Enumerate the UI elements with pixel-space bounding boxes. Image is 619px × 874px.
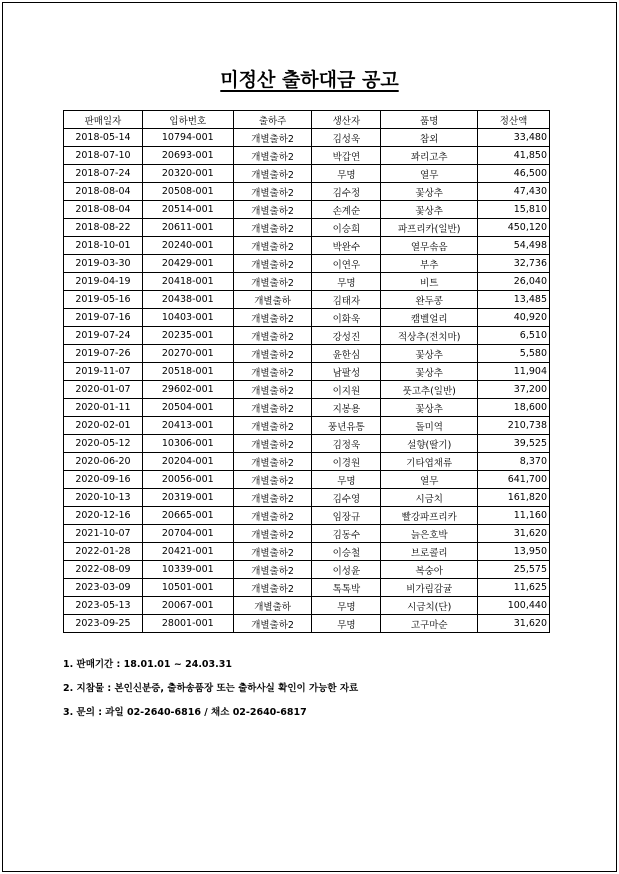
cell-settlement-amount: 32,736 (478, 255, 550, 273)
cell-receipt-number: 20204-001 (142, 453, 233, 471)
table-row (64, 417, 550, 435)
cell-item-name: 늙은호박 (381, 525, 478, 543)
cell-sale-date: 2022-08-09 (64, 561, 143, 579)
cell-producer: 김성욱 (312, 129, 381, 147)
cell-receipt-number: 10403-001 (142, 309, 233, 327)
table-row (64, 309, 550, 327)
cell-receipt-number: 20514-001 (142, 201, 233, 219)
cell-producer: 손계순 (312, 201, 381, 219)
cell-receipt-number: 20320-001 (142, 165, 233, 183)
cell-shipper: 개별출하2 (233, 363, 312, 381)
table-row (64, 327, 550, 345)
cell-settlement-amount: 13,485 (478, 291, 550, 309)
cell-sale-date: 2018-08-22 (64, 219, 143, 237)
cell-producer: 이지원 (312, 381, 381, 399)
cell-settlement-amount: 18,600 (478, 399, 550, 417)
cell-shipper: 개별출하2 (233, 543, 312, 561)
cell-settlement-amount: 41,850 (478, 147, 550, 165)
cell-receipt-number: 20235-001 (142, 327, 233, 345)
cell-shipper: 개별출하2 (233, 147, 312, 165)
cell-sale-date: 2020-01-07 (64, 381, 143, 399)
cell-sale-date: 2023-03-09 (64, 579, 143, 597)
page-title: 미정산 출하대금 공고 (220, 69, 399, 91)
cell-producer: 김태자 (312, 291, 381, 309)
cell-producer: 이승희 (312, 219, 381, 237)
cell-shipper: 개별출하2 (233, 561, 312, 579)
cell-settlement-amount: 33,480 (478, 129, 550, 147)
cell-producer: 윤한심 (312, 345, 381, 363)
cell-producer: 이성윤 (312, 561, 381, 579)
table-row (64, 129, 550, 147)
cell-settlement-amount: 46,500 (478, 165, 550, 183)
cell-item-name: 꽃상추 (381, 201, 478, 219)
cell-sale-date: 2020-10-13 (64, 489, 143, 507)
table-row (64, 543, 550, 561)
cell-producer: 이연우 (312, 255, 381, 273)
cell-shipper: 개별출하2 (233, 399, 312, 417)
cell-receipt-number: 20421-001 (142, 543, 233, 561)
cell-settlement-amount: 31,620 (478, 615, 550, 633)
cell-item-name: 참외 (381, 129, 478, 147)
table-row (64, 525, 550, 543)
cell-sale-date: 2020-05-12 (64, 435, 143, 453)
note-contact: 3. 문의 : 과일 02-2640-6816 / 채소 02-2640-6817 (63, 707, 307, 718)
cell-sale-date: 2019-07-16 (64, 309, 143, 327)
cell-sale-date: 2022-01-28 (64, 543, 143, 561)
cell-sale-date: 2020-06-20 (64, 453, 143, 471)
header-receipt-number: 입하번호 (142, 111, 233, 129)
cell-settlement-amount: 31,620 (478, 525, 550, 543)
cell-shipper: 개별출하2 (233, 471, 312, 489)
cell-shipper: 개별출하2 (233, 525, 312, 543)
cell-item-name: 꽈리고추 (381, 147, 478, 165)
cell-settlement-amount: 15,810 (478, 201, 550, 219)
cell-shipper: 개별출하2 (233, 201, 312, 219)
cell-settlement-amount: 13,950 (478, 543, 550, 561)
note-required-documents: 2. 지참물 : 본인신분증, 출하송품장 또는 출하사실 확인이 가능한 자료 (63, 683, 359, 694)
cell-producer: 무명 (312, 597, 381, 615)
table-row (64, 489, 550, 507)
cell-item-name: 캠벨얼리 (381, 309, 478, 327)
cell-producer: 지봉용 (312, 399, 381, 417)
table-row (64, 453, 550, 471)
notice-page (2, 2, 617, 872)
cell-shipper: 개별출하2 (233, 579, 312, 597)
cell-receipt-number: 20704-001 (142, 525, 233, 543)
cell-item-name: 기타엽채류 (381, 453, 478, 471)
cell-sale-date: 2023-09-25 (64, 615, 143, 633)
cell-producer: 무명 (312, 615, 381, 633)
cell-settlement-amount: 11,904 (478, 363, 550, 381)
cell-settlement-amount: 100,440 (478, 597, 550, 615)
cell-receipt-number: 20518-001 (142, 363, 233, 381)
cell-receipt-number: 20413-001 (142, 417, 233, 435)
cell-item-name: 꽃상추 (381, 399, 478, 417)
cell-producer: 박갑연 (312, 147, 381, 165)
cell-sale-date: 2018-08-04 (64, 183, 143, 201)
table-row (64, 363, 550, 381)
cell-receipt-number: 10794-001 (142, 129, 233, 147)
cell-producer: 풍년유통 (312, 417, 381, 435)
notes-section (63, 658, 358, 730)
cell-settlement-amount: 37,200 (478, 381, 550, 399)
cell-receipt-number: 20067-001 (142, 597, 233, 615)
cell-settlement-amount: 210,738 (478, 417, 550, 435)
cell-producer: 임장규 (312, 507, 381, 525)
cell-sale-date: 2019-03-30 (64, 255, 143, 273)
cell-shipper: 개별출하2 (233, 255, 312, 273)
cell-shipper: 개별출하2 (233, 165, 312, 183)
table-row (64, 237, 550, 255)
cell-shipper: 개별출하 (233, 291, 312, 309)
cell-sale-date: 2018-10-01 (64, 237, 143, 255)
cell-receipt-number: 20429-001 (142, 255, 233, 273)
cell-receipt-number: 20418-001 (142, 273, 233, 291)
cell-sale-date: 2018-07-24 (64, 165, 143, 183)
cell-settlement-amount: 6,510 (478, 327, 550, 345)
cell-producer: 이화욱 (312, 309, 381, 327)
cell-receipt-number: 20438-001 (142, 291, 233, 309)
table-body (64, 129, 550, 633)
cell-shipper: 개별출하2 (233, 327, 312, 345)
cell-shipper: 개별출하2 (233, 435, 312, 453)
cell-producer: 톡톡박 (312, 579, 381, 597)
table-row (64, 183, 550, 201)
cell-receipt-number: 20611-001 (142, 219, 233, 237)
table-header-row (64, 111, 550, 129)
cell-producer: 강성진 (312, 327, 381, 345)
cell-sale-date: 2020-09-16 (64, 471, 143, 489)
table-row (64, 381, 550, 399)
cell-settlement-amount: 8,370 (478, 453, 550, 471)
cell-receipt-number: 10306-001 (142, 435, 233, 453)
cell-item-name: 열무 (381, 165, 478, 183)
cell-shipper: 개별출하2 (233, 183, 312, 201)
cell-shipper: 개별출하2 (233, 489, 312, 507)
table-row (64, 165, 550, 183)
cell-settlement-amount: 641,700 (478, 471, 550, 489)
cell-producer: 무명 (312, 471, 381, 489)
cell-shipper: 개별출하 (233, 597, 312, 615)
cell-shipper: 개별출하2 (233, 309, 312, 327)
cell-receipt-number: 28001-001 (142, 615, 233, 633)
cell-item-name: 돌미역 (381, 417, 478, 435)
cell-sale-date: 2019-07-24 (64, 327, 143, 345)
settlement-table (63, 110, 550, 633)
table-row (64, 561, 550, 579)
table-row (64, 399, 550, 417)
cell-settlement-amount: 5,580 (478, 345, 550, 363)
header-shipper: 출하주 (233, 111, 312, 129)
table-row (64, 219, 550, 237)
cell-settlement-amount: 39,525 (478, 435, 550, 453)
cell-item-name: 빨강파프리카 (381, 507, 478, 525)
cell-receipt-number: 20056-001 (142, 471, 233, 489)
cell-settlement-amount: 11,625 (478, 579, 550, 597)
cell-settlement-amount: 54,498 (478, 237, 550, 255)
cell-sale-date: 2021-10-07 (64, 525, 143, 543)
table-row (64, 273, 550, 291)
cell-producer: 남팔성 (312, 363, 381, 381)
table-row (64, 435, 550, 453)
table-row (64, 147, 550, 165)
cell-item-name: 꽃상추 (381, 363, 478, 381)
cell-receipt-number: 29602-001 (142, 381, 233, 399)
cell-receipt-number: 20240-001 (142, 237, 233, 255)
cell-settlement-amount: 26,040 (478, 273, 550, 291)
cell-sale-date: 2018-05-14 (64, 129, 143, 147)
cell-shipper: 개별출하2 (233, 129, 312, 147)
cell-settlement-amount: 40,920 (478, 309, 550, 327)
cell-sale-date: 2018-08-04 (64, 201, 143, 219)
cell-shipper: 개별출하2 (233, 615, 312, 633)
table-row (64, 201, 550, 219)
cell-producer: 무명 (312, 273, 381, 291)
cell-item-name: 완두콩 (381, 291, 478, 309)
cell-shipper: 개별출하2 (233, 273, 312, 291)
cell-sale-date: 2019-11-07 (64, 363, 143, 381)
cell-sale-date: 2023-05-13 (64, 597, 143, 615)
cell-receipt-number: 10501-001 (142, 579, 233, 597)
table-row (64, 579, 550, 597)
cell-settlement-amount: 11,160 (478, 507, 550, 525)
table-row (64, 255, 550, 273)
note-sale-period: 1. 판매기간 : 18.01.01 ~ 24.03.31 (63, 659, 232, 670)
cell-item-name: 열무 (381, 471, 478, 489)
header-settlement-amount: 정산액 (478, 111, 550, 129)
cell-settlement-amount: 450,120 (478, 219, 550, 237)
cell-producer: 이경원 (312, 453, 381, 471)
cell-sale-date: 2019-04-19 (64, 273, 143, 291)
cell-item-name: 적상추(전치마) (381, 327, 478, 345)
cell-sale-date: 2019-07-26 (64, 345, 143, 363)
cell-item-name: 꽃상추 (381, 183, 478, 201)
cell-item-name: 설향(딸기) (381, 435, 478, 453)
cell-shipper: 개별출하2 (233, 453, 312, 471)
cell-settlement-amount: 25,575 (478, 561, 550, 579)
cell-sale-date: 2020-02-01 (64, 417, 143, 435)
cell-item-name: 풋고추(일반) (381, 381, 478, 399)
cell-producer: 김수정 (312, 183, 381, 201)
cell-receipt-number: 20665-001 (142, 507, 233, 525)
table-row (64, 615, 550, 633)
cell-producer: 이승철 (312, 543, 381, 561)
cell-sale-date: 2020-12-16 (64, 507, 143, 525)
cell-shipper: 개별출하2 (233, 219, 312, 237)
cell-shipper: 개별출하2 (233, 507, 312, 525)
cell-item-name: 열무솎음 (381, 237, 478, 255)
cell-receipt-number: 20270-001 (142, 345, 233, 363)
cell-shipper: 개별출하2 (233, 237, 312, 255)
header-producer: 생산자 (312, 111, 381, 129)
table-row (64, 471, 550, 489)
cell-item-name: 파프리카(일반) (381, 219, 478, 237)
cell-shipper: 개별출하2 (233, 381, 312, 399)
table-row (64, 345, 550, 363)
cell-receipt-number: 20319-001 (142, 489, 233, 507)
cell-producer: 김정욱 (312, 435, 381, 453)
header-sale-date: 판매일자 (64, 111, 143, 129)
cell-shipper: 개별출하2 (233, 345, 312, 363)
cell-receipt-number: 20508-001 (142, 183, 233, 201)
cell-settlement-amount: 47,430 (478, 183, 550, 201)
cell-item-name: 꽃상추 (381, 345, 478, 363)
cell-settlement-amount: 161,820 (478, 489, 550, 507)
cell-item-name: 복숭아 (381, 561, 478, 579)
cell-producer: 김수영 (312, 489, 381, 507)
table-row (64, 291, 550, 309)
cell-item-name: 시금치(단) (381, 597, 478, 615)
cell-receipt-number: 10339-001 (142, 561, 233, 579)
cell-item-name: 비트 (381, 273, 478, 291)
cell-receipt-number: 20693-001 (142, 147, 233, 165)
cell-sale-date: 2019-05-16 (64, 291, 143, 309)
cell-shipper: 개별출하2 (233, 417, 312, 435)
cell-item-name: 브로콜리 (381, 543, 478, 561)
cell-sale-date: 2020-01-11 (64, 399, 143, 417)
cell-item-name: 시금치 (381, 489, 478, 507)
table-row (64, 507, 550, 525)
table-row (64, 597, 550, 615)
cell-item-name: 부추 (381, 255, 478, 273)
cell-producer: 김동수 (312, 525, 381, 543)
cell-producer: 무명 (312, 165, 381, 183)
cell-producer: 박완수 (312, 237, 381, 255)
header-item-name: 품명 (381, 111, 478, 129)
cell-receipt-number: 20504-001 (142, 399, 233, 417)
cell-item-name: 비가림감귤 (381, 579, 478, 597)
cell-sale-date: 2018-07-10 (64, 147, 143, 165)
cell-item-name: 고구마순 (381, 615, 478, 633)
